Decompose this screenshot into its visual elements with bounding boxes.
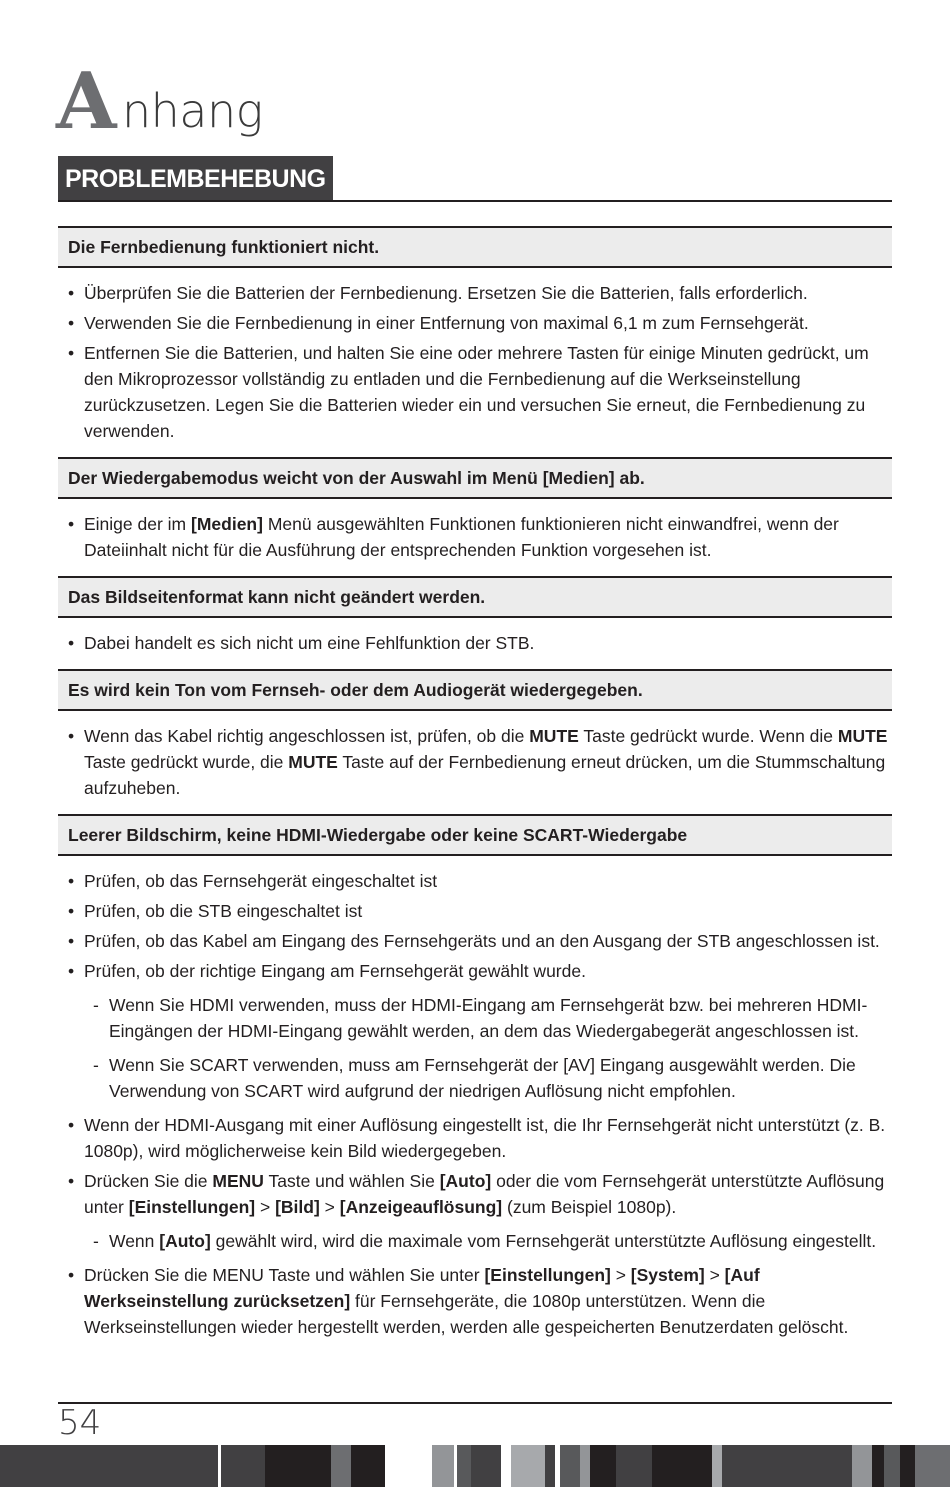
solution-item: • Prüfen, ob die STB eingeschaltet ist xyxy=(58,898,892,924)
troubleshooting-content xyxy=(58,226,892,1353)
footer-strip-segment xyxy=(712,1445,722,1487)
page-number: 54 xyxy=(58,1403,102,1443)
solution-item: • Prüfen, ob der richtige Eingang am Fernsehgerät gewählt wurde. xyxy=(58,958,892,984)
footer-strip-segment xyxy=(0,1445,218,1487)
problem-heading: Leerer Bildschirm, keine HDMI-Wiedergabe oder keine SCART-Wiedergabe xyxy=(58,814,892,856)
footer-strip-segment xyxy=(915,1445,950,1487)
solution-item: • Einige der im [Medien] Menü ausgewählten Funktionen funktionieren nicht einwandfrei, wenn der Dateiinhalt nicht für die Ausführung der entsprechenden Funktion vorgesehen ist. xyxy=(58,511,892,563)
solution-item: • Drücken Sie die MENU Taste und wählen Sie unter [Einstellungen] > [System] > [Auf Werkseinstellung zurücksetzen] für Fernsehgeräte, die 1080p unterstützen. Wenn die Werkseinstellungen wieder hergestellt werden, werden alle gespeicherten Benutzerdaten gelöscht. xyxy=(58,1262,892,1340)
footer-strip-segment xyxy=(590,1445,616,1487)
footer-strip-segment xyxy=(457,1445,471,1487)
footer-strip-segment xyxy=(884,1445,900,1487)
footer-strip-segment xyxy=(852,1445,872,1487)
footer-divider xyxy=(58,1402,892,1404)
footer-strip-segment xyxy=(511,1445,545,1487)
section-header xyxy=(58,156,892,202)
footer-strip-segment xyxy=(616,1445,652,1487)
footer-strip-segment xyxy=(560,1445,580,1487)
solution-item: • Prüfen, ob das Kabel am Eingang des Fernsehgeräts und an den Ausgang der STB angeschlossen ist. xyxy=(58,928,892,954)
footer-strip-segment xyxy=(221,1445,265,1487)
solution-item: • Drücken Sie die MENU Taste und wählen Sie [Auto] oder die vom Fernsehgerät unterstützte Auflösung unter [Einstellungen] > [Bild] > [Anzeigeauflösung] (zum Beispiel 1080p). xyxy=(58,1168,892,1220)
solution-subitem: - Wenn Sie SCART verwenden, muss am Fernsehgerät der [AV] Eingang ausgewählt werden. Die Verwendung von SCART wird aufgrund der niedrigen Auflösung nicht empfohlen. xyxy=(58,1052,892,1104)
footer-strip-segment xyxy=(501,1445,511,1487)
problem-heading: Das Bildseitenformat kann nicht geändert werden. xyxy=(58,576,892,618)
footer-strip-segment xyxy=(432,1445,454,1487)
solution-item: • Prüfen, ob das Fernsehgerät eingeschaltet ist xyxy=(58,868,892,894)
section-title: PROBLEMBEHEBUNG xyxy=(58,156,333,200)
chapter-title: nhang xyxy=(122,84,263,138)
footer-strip-segment xyxy=(580,1445,590,1487)
solution-list xyxy=(58,499,892,576)
solution-item: • Verwenden Sie die Fernbedienung in einer Entfernung von maximal 6,1 m zum Fernsehgerät. xyxy=(58,310,892,336)
footer-color-strip xyxy=(0,1445,950,1487)
footer-strip-segment xyxy=(722,1445,852,1487)
footer-strip-segment xyxy=(471,1445,501,1487)
problem-heading: Die Fernbedienung funktioniert nicht. xyxy=(58,226,892,268)
solution-item: • Entfernen Sie die Batterien, und halten Sie eine oder mehrere Tasten für einige Minuten gedrückt, um den Mikroprozessor vollständig zu entladen und die Fernbedienung auf die Werkseinstellung zurückzusetzen. Legen Sie die Batterien wieder ein und versuchen Sie erneut, die Fernbedienung zu verwenden. xyxy=(58,340,892,444)
footer-strip-segment xyxy=(331,1445,351,1487)
chapter-initial: A xyxy=(56,56,117,147)
solution-item: • Wenn der HDMI-Ausgang mit einer Auflösung eingestellt ist, die Ihr Fernsehgerät nicht unterstützt (z. B. 1080p), wird möglicherweise kein Bild wiedergegeben. xyxy=(58,1112,892,1164)
problem-heading: Der Wiedergabemodus weicht von der Auswahl im Menü [Medien] ab. xyxy=(58,457,892,499)
solution-list xyxy=(58,268,892,457)
footer-strip-segment xyxy=(265,1445,331,1487)
footer-strip-segment xyxy=(872,1445,884,1487)
solution-list xyxy=(58,856,892,1353)
footer-strip-segment xyxy=(385,1445,432,1487)
solution-subitem: - Wenn Sie HDMI verwenden, muss der HDMI-Eingang am Fernsehgerät bzw. bei mehreren HDMI-Eingängen der HDMI-Eingang gewählt werden, an dem das Wiedergabegerät angeschlossen ist. xyxy=(58,992,892,1044)
problem-heading: Es wird kein Ton vom Fernseh- oder dem Audiogerät wiedergegeben. xyxy=(58,669,892,711)
solution-list xyxy=(58,711,892,814)
solution-item: • Überprüfen Sie die Batterien der Fernbedienung. Ersetzen Sie die Batterien, falls erforderlich. xyxy=(58,280,892,306)
solution-subitem: - Wenn [Auto] gewählt wird, wird die maximale vom Fernsehgerät unterstützte Auflösung eingestellt. xyxy=(58,1228,892,1254)
footer-strip-segment xyxy=(545,1445,555,1487)
footer-strip-segment xyxy=(351,1445,385,1487)
footer-strip-segment xyxy=(652,1445,712,1487)
footer-strip-segment xyxy=(900,1445,915,1487)
solution-item: • Dabei handelt es sich nicht um eine Fehlfunktion der STB. xyxy=(58,630,892,656)
solution-item: • Wenn das Kabel richtig angeschlossen ist, prüfen, ob die MUTE Taste gedrückt wurde. Wenn die MUTE Taste gedrückt wurde, die MUTE Taste auf der Fernbedienung erneut drücken, um die Stummschaltung aufzuheben. xyxy=(58,723,892,801)
solution-list xyxy=(58,618,892,669)
